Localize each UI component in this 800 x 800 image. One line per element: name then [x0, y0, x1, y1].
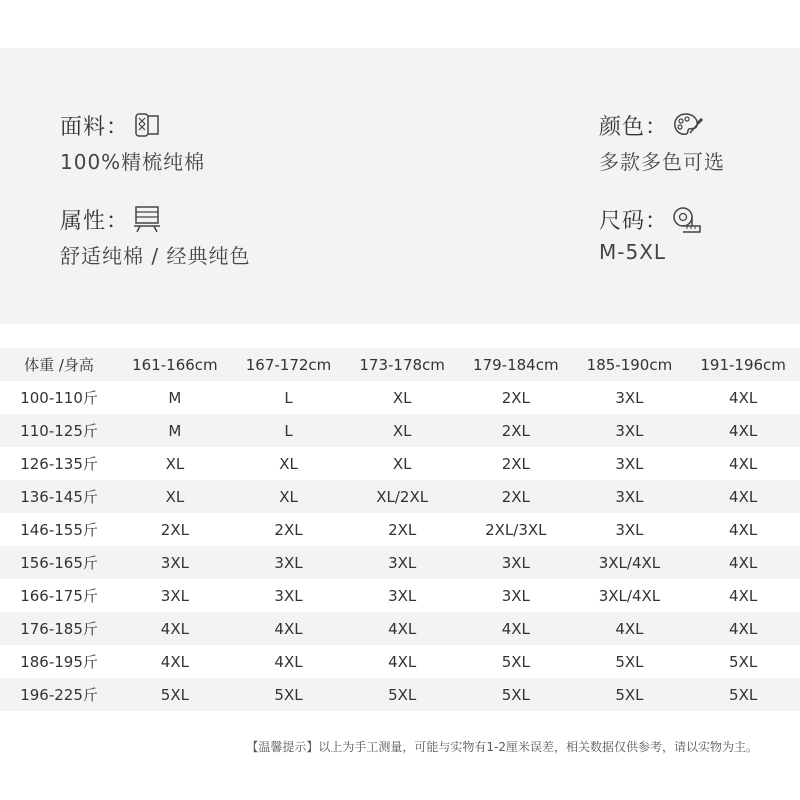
weight-range-cell: 136-145斤 [20, 488, 98, 506]
table-row [0, 480, 800, 513]
fabric-info [60, 110, 205, 175]
header-height-range: 185-190cm [586, 355, 673, 374]
color-value: 多款多色可选 [599, 150, 725, 174]
tape-measure-icon [672, 204, 702, 234]
size-cell: 3XL/4XL [598, 586, 661, 605]
header-height-range: 167-172cm [245, 355, 332, 374]
size-chart-table [0, 348, 800, 711]
size-cell: 2XL [501, 421, 530, 440]
weight-range-cell: 166-175斤 [20, 587, 98, 605]
size-cell: 2XL [501, 388, 530, 407]
size-cell: 2XL/3XL [485, 520, 547, 539]
size-cell: XL [392, 388, 412, 407]
size-cell: 5XL [615, 685, 644, 704]
palette-icon [672, 111, 704, 139]
size-cell: 3XL [615, 454, 644, 473]
size-cell: 3XL [160, 553, 189, 572]
size-cell: 5XL [501, 652, 530, 671]
size-cell: 2XL [274, 520, 303, 539]
size-cell: 2XL [160, 520, 189, 539]
size-cell: 4XL [729, 421, 758, 440]
table-row [0, 513, 800, 546]
size-cell: 5XL [388, 685, 417, 704]
size-cell: 3XL [274, 553, 303, 572]
size-label: 尺码： [599, 208, 669, 234]
size-cell: M [168, 388, 182, 407]
weight-range-cell: 176-185斤 [20, 620, 98, 638]
size-cell: 4XL [729, 454, 758, 473]
table-header-row [0, 348, 800, 381]
size-cell: 3XL [388, 553, 417, 572]
size-cell: 4XL [160, 619, 189, 638]
size-cell: 3XL [274, 586, 303, 605]
size-info [599, 204, 702, 264]
size-value: M-5XL [599, 240, 667, 264]
size-cell: L [284, 421, 293, 440]
fabric-roll-icon [133, 112, 161, 138]
measurement-note: 【温馨提示】以上为手工测量，可能与实物有1-2厘米误差，相关数据仅供参考，请以实物为主。 [246, 740, 758, 754]
size-cell: XL [279, 487, 298, 506]
size-cell: 3XL [615, 520, 644, 539]
size-cell: 4XL [729, 586, 758, 605]
size-cell: 5XL [501, 685, 530, 704]
size-cell: 5XL [274, 685, 303, 704]
size-cell: 4XL [501, 619, 530, 638]
color-label: 颜色： [599, 114, 669, 140]
product-info-panel [0, 48, 800, 324]
weight-range-cell: 146-155斤 [20, 521, 98, 539]
size-cell: 3XL [501, 553, 530, 572]
size-cell: 4XL [274, 652, 303, 671]
size-cell: 4XL [388, 652, 417, 671]
size-cell: M [168, 421, 182, 440]
size-cell: XL [165, 487, 185, 506]
header-height-range: 191-196cm [700, 355, 786, 374]
weight-range-cell: 126-135斤 [20, 455, 98, 473]
weight-range-cell: 156-165斤 [20, 554, 98, 572]
size-table-body [0, 381, 800, 711]
attribute-value: 舒适纯棉 / 经典纯色 [60, 244, 251, 268]
size-cell: 4XL [729, 487, 758, 506]
size-cell: 5XL [729, 685, 758, 704]
fabric-value: 100%精梳纯棉 [60, 150, 206, 174]
shirt-attribute-icon [133, 205, 163, 233]
table-row [0, 678, 800, 711]
size-cell: 4XL [729, 619, 758, 638]
size-cell: 3XL [615, 421, 644, 440]
header-height-range: 179-184cm [473, 355, 559, 374]
table-row [0, 645, 800, 678]
size-cell: 4XL [160, 652, 189, 671]
table-row [0, 381, 800, 414]
attribute-label: 属性： [60, 208, 130, 234]
size-cell: 3XL [615, 388, 644, 407]
header-weight-height: 体重 /身高 [24, 356, 94, 374]
size-cell: XL [165, 454, 185, 473]
size-cell: 4XL [274, 619, 303, 638]
size-cell: 5XL [729, 652, 758, 671]
table-row [0, 612, 800, 645]
size-cell: 5XL [615, 652, 644, 671]
table-row [0, 414, 800, 447]
size-cell: 3XL [501, 586, 530, 605]
size-cell: 4XL [388, 619, 417, 638]
weight-range-cell: 110-125斤 [20, 422, 98, 440]
table-row [0, 579, 800, 612]
size-cell: 4XL [729, 553, 758, 572]
size-cell: 2XL [501, 487, 530, 506]
size-cell: 3XL/4XL [598, 553, 661, 572]
size-cell: 4XL [729, 520, 758, 539]
size-cell: 2XL [388, 520, 417, 539]
size-cell: 3XL [615, 487, 644, 506]
size-cell: 2XL [501, 454, 530, 473]
weight-range-cell: 100-110斤 [20, 389, 98, 407]
size-cell: 4XL [729, 388, 758, 407]
size-cell: XL/2XL [376, 487, 429, 506]
size-cell: XL [392, 421, 412, 440]
size-cell: XL [279, 454, 298, 473]
table-row [0, 546, 800, 579]
weight-range-cell: 186-195斤 [20, 653, 98, 671]
header-height-range: 173-178cm [359, 355, 445, 374]
color-info [599, 110, 725, 175]
size-cell: XL [392, 454, 412, 473]
size-cell: 4XL [615, 619, 644, 638]
size-cell: L [284, 388, 293, 407]
size-cell: 3XL [388, 586, 417, 605]
attribute-info [60, 204, 250, 269]
table-row [0, 447, 800, 480]
size-cell: 5XL [160, 685, 189, 704]
fabric-label: 面料： [60, 114, 130, 140]
size-cell: 3XL [160, 586, 189, 605]
header-height-range: 161-166cm [132, 355, 218, 374]
weight-range-cell: 196-225斤 [20, 686, 98, 704]
